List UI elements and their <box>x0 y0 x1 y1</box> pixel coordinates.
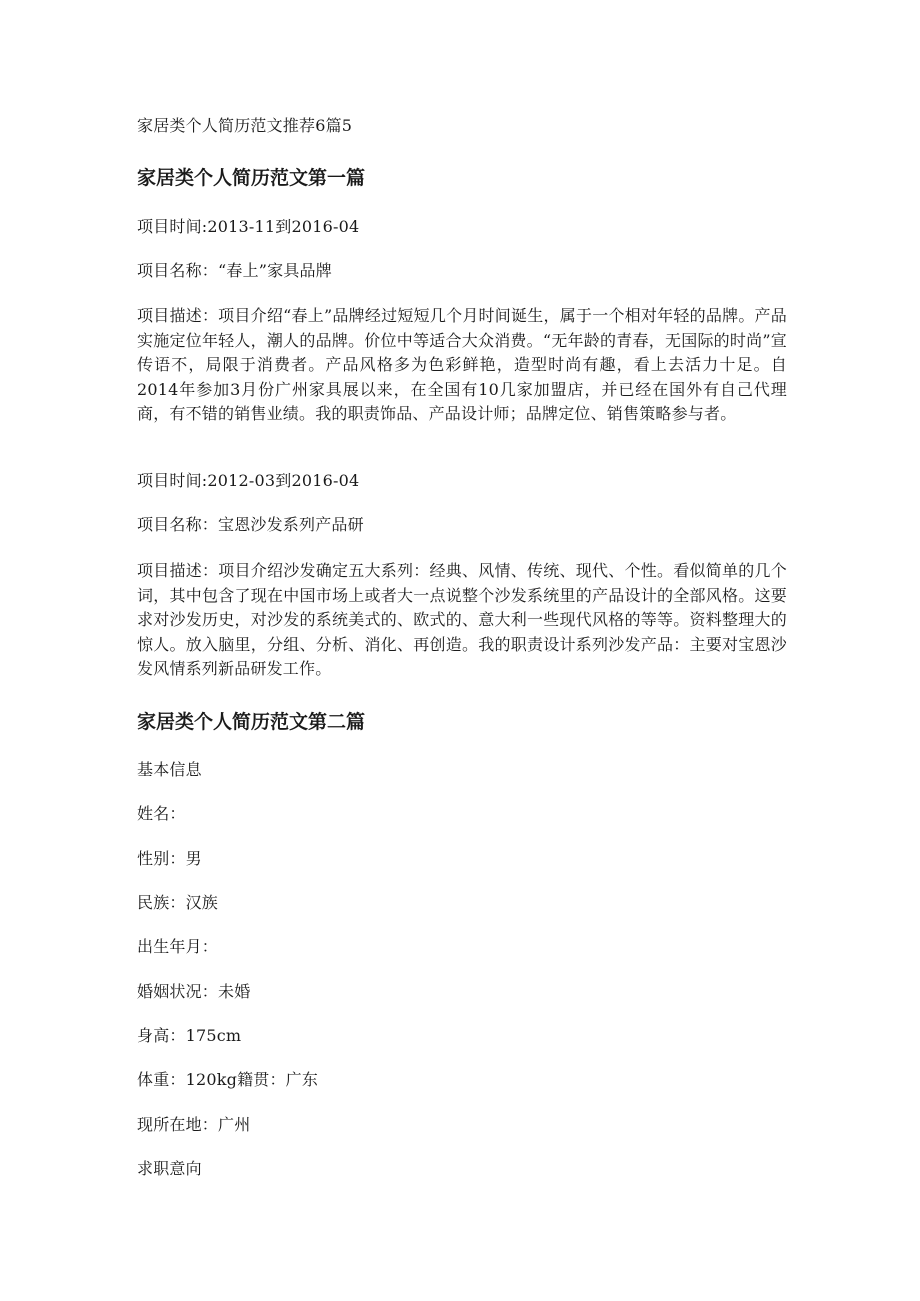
marital-status-field: 婚姻状况：未婚 <box>137 982 251 1001</box>
ethnicity-field: 民族：汉族 <box>137 893 219 912</box>
basic-info-label: 基本信息 <box>137 760 202 779</box>
section-heading-2: 家居类个人简历范文第二篇 <box>137 711 366 733</box>
height-field: 身高：175cm <box>137 1026 242 1045</box>
project-2-time: 项目时间:2012-03到2016-04 <box>137 471 360 490</box>
project-2-description: 项目描述：项目介绍沙发确定五大系列：经典、风情、传统、现代、个性。看似简单的几个词，其中包含了现在中国市场上或者大一点说整个沙发系统里的产品设计的全部风格。这要求对沙发历史，对沙发的系统美式的、欧式的、意大利一些现代风格的等等。资料整理大的惊人。放入脑里，分组、分析、消化、再创造。我的职责设计系列沙发产品：主要对宝恩沙发风情系列新品研发工作。 <box>137 561 787 678</box>
project-1-time: 项目时间:2013-11到2016-04 <box>137 217 360 236</box>
project-1-description: 项目描述：项目介绍“春上”品牌经过短短几个月时间诞生，属于一个相对年轻的品牌。产品实施定位年轻人，潮人的品牌。价位中等适合大众消费。“无年龄的青春，无国际的时尚”宣传语不，局限于消费者。产品风格多为色彩鲜艳，造型时尚有趣，看上去活力十足。自2014年参加3月份广州家具展以来，在全国有10几家加盟店，并已经在国外有自己代理商，有不错的销售业绩。我的职责饰品、产品设计师；品牌定位、销售策略参与者。 <box>137 306 787 423</box>
document-title: 家居类个人简历范文推荐6篇5 <box>137 116 353 135</box>
name-field: 姓名： <box>137 804 186 823</box>
birth-field: 出生年月： <box>137 937 219 956</box>
section-heading-1: 家居类个人简历范文第一篇 <box>137 167 366 189</box>
project-1-name: 项目名称：“春上”家具品牌 <box>137 261 332 280</box>
gender-field: 性别：男 <box>137 849 202 868</box>
weight-origin-field: 体重：120kg籍贯：广东 <box>137 1070 319 1089</box>
project-2-name: 项目名称：宝恩沙发系列产品研 <box>137 515 364 534</box>
location-field: 现所在地：广州 <box>137 1115 251 1134</box>
job-intention-label: 求职意向 <box>137 1159 202 1178</box>
